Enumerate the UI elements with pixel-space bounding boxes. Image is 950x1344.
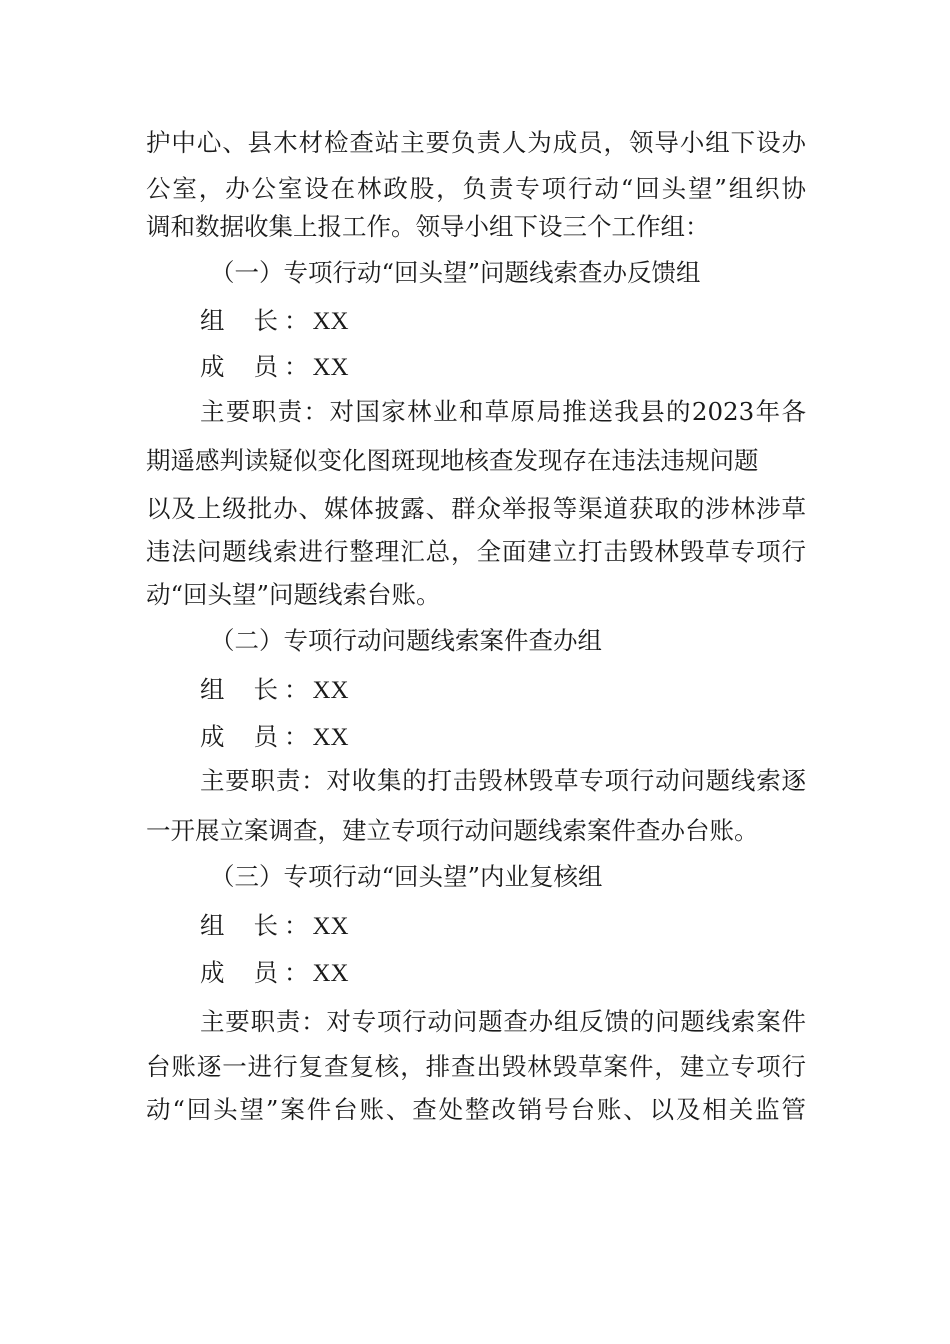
group-2-member: 成 员 ： XX bbox=[200, 722, 349, 751]
group-3-heading: （三）专项行动“回头望”内业复核组 bbox=[210, 862, 603, 891]
group-3-leader: 组 长 ： XX bbox=[200, 911, 349, 940]
group-3-duty-line-3: 动“回头望”案件台账、查处整改销号台账、以及相关监管 bbox=[146, 1095, 806, 1124]
group-3-duty-line-1: 主要职责：对专项行动问题查办组反馈的问题线索案件 bbox=[200, 1007, 806, 1036]
group-1-duty-line-3: 以及上级批办、媒体披露、群众举报等渠道获取的涉林涉草 bbox=[146, 494, 806, 523]
group-1-leader: 组 长 ： XX bbox=[200, 306, 349, 335]
group-2-leader-label: 组 长 bbox=[200, 675, 278, 704]
intro-line-1: 护中心、县木材检查站主要负责人为成员，领导小组下设办 bbox=[146, 128, 806, 157]
group-2-leader: 组 长 ： XX bbox=[200, 675, 349, 704]
group-2-leader-value: XX bbox=[312, 677, 349, 704]
group-1-duty-line-2: 期遥感判读疑似变化图斑现地核查发现存在违法违规问题 bbox=[146, 446, 759, 475]
group-1-member: 成 员 ： XX bbox=[200, 352, 349, 381]
group-1-leader-value: XX bbox=[312, 308, 349, 335]
group-2-heading: （二）专项行动问题线索案件查办组 bbox=[210, 626, 602, 655]
group-2-duty-line-2: 一开展立案调查，建立专项行动问题线索案件查办台账。 bbox=[146, 816, 759, 845]
group-1-duty-line-5: 动“回头望”问题线索台账。 bbox=[146, 580, 441, 609]
group-2-duty-line-1: 主要职责：对收集的打击毁林毁草专项行动问题线索逐 bbox=[200, 766, 806, 795]
group-3-member: 成 员 ： XX bbox=[200, 958, 349, 987]
intro-line-2: 公室，办公室设在林政股，负责专项行动“回头望”组织协 bbox=[146, 174, 806, 203]
group-1-leader-label: 组 长 bbox=[200, 306, 278, 335]
group-2-member-value: XX bbox=[312, 724, 349, 751]
group-2-member-label: 成 员 bbox=[200, 722, 278, 751]
group-1-member-value: XX bbox=[312, 354, 349, 381]
group-3-member-label: 成 员 bbox=[200, 958, 278, 987]
group-3-leader-label: 组 长 bbox=[200, 911, 278, 940]
group-1-member-label: 成 员 bbox=[200, 352, 278, 381]
group-1-duty-line-4: 违法问题线索进行整理汇总，全面建立打击毁林毁草专项行 bbox=[146, 537, 806, 566]
group-1-heading: （一）专项行动“回头望”问题线索查办反馈组 bbox=[210, 258, 701, 287]
group-1-duty-line-1: 主要职责：对国家林业和草原局推送我县的2023年各 bbox=[200, 397, 806, 426]
intro-line-3: 调和数据收集上报工作。领导小组下设三个工作组： bbox=[146, 212, 710, 241]
group-3-duty-line-2: 台账逐一进行复查复核，排查出毁林毁草案件，建立专项行 bbox=[146, 1052, 806, 1081]
group-3-leader-value: XX bbox=[312, 913, 349, 940]
group-3-member-value: XX bbox=[312, 960, 349, 987]
